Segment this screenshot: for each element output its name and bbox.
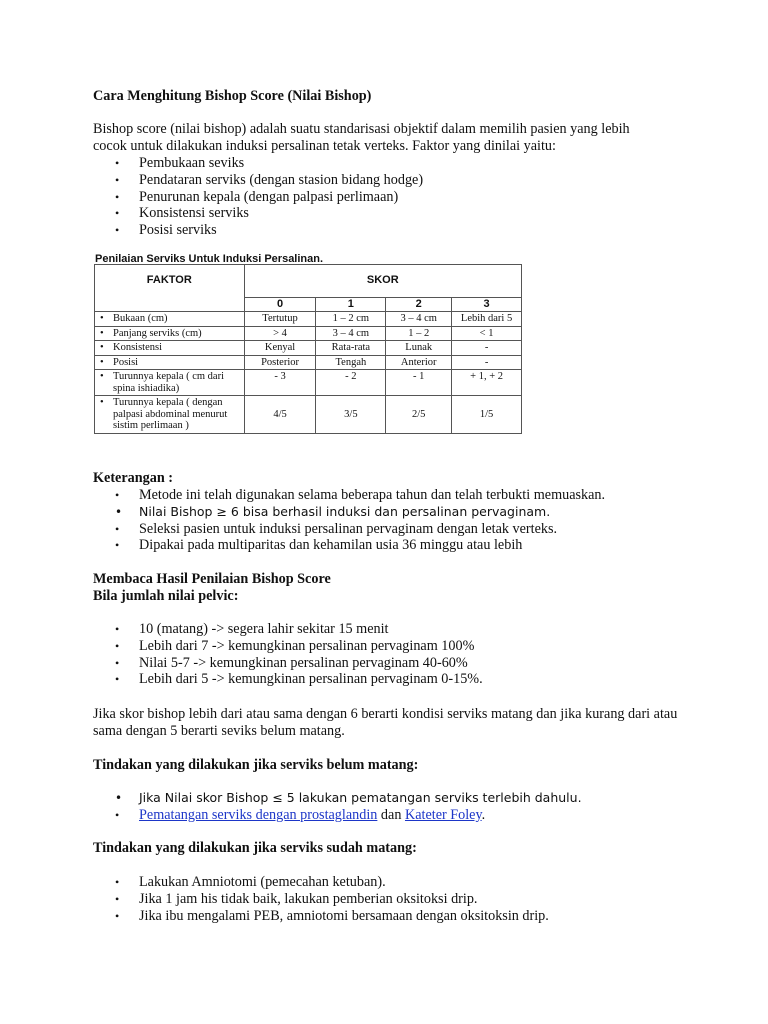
table-cell: Anterior — [386, 355, 452, 370]
belum-matang-list — [93, 790, 582, 824]
factor-cell: Turunnya kepala ( cm dari spina ishiadika) — [113, 371, 224, 394]
list-item: • Posisi serviks — [93, 222, 423, 239]
table-cell: 1/5 — [452, 396, 522, 434]
score-header: 0 — [244, 297, 316, 312]
intro-paragraph: Bishop score (nilai bishop) adalah suatu standarisasi objektif dalam memilih pasien yang lebih cocok untuk dilakukan induksi persalinan tetak verteks. Faktor yang dinilai yaitu: — [93, 121, 630, 154]
list-item: • Konsistensi serviks — [93, 205, 423, 222]
score-header: 1 — [316, 297, 386, 312]
factor-cell: Bukaan (cm) — [113, 313, 168, 324]
table-cell: + 1, + 2 — [452, 370, 522, 396]
table-cell: Lebih dari 5 — [452, 312, 522, 327]
table-cell: 2/5 — [386, 396, 452, 434]
table-cell: 3/5 — [316, 396, 386, 434]
table-cell: 3 – 4 cm — [316, 326, 386, 341]
factor-cell: Posisi — [113, 356, 139, 368]
list-item: • Jika ibu mengalami PEB, amniotomi bersamaan dengan oksitoksin drip. — [93, 908, 549, 925]
score-header: 2 — [386, 297, 452, 312]
skor-header: SKOR — [244, 265, 521, 298]
list-item: • Penurunan kepala (dengan palpasi perlimaan) — [93, 189, 423, 206]
factors-list — [93, 155, 423, 239]
table-cell: 1 – 2 cm — [316, 312, 386, 327]
table-row: • Turunnya kepala ( cm dari spina ishiadika) - 3 - 2 - 1 + 1, + 2 — [95, 370, 522, 396]
factor-cell: Konsistensi — [113, 342, 163, 353]
table-cell: 4/5 — [244, 396, 316, 434]
keterangan-heading: Keterangan : — [93, 470, 173, 486]
table-cell: Tengah — [316, 355, 386, 370]
list-item: • Jika Nilai skor Bishop ≤ 5 lakukan pematangan serviks terlebih dahulu. — [93, 790, 582, 807]
table-cell: - 1 — [386, 370, 452, 396]
belum-matang-heading: Tindakan yang dilakukan jika serviks belum matang: — [93, 757, 419, 773]
membaca-list — [93, 621, 483, 688]
list-item: • Pembukaan seviks — [93, 155, 423, 172]
list-item — [93, 807, 582, 824]
nilai-pelvic-heading: Bila jumlah nilai pelvic: — [93, 588, 239, 604]
list-item: • 10 (matang) -> segera lahir sekitar 15 menit — [93, 621, 483, 638]
table-title: Penilaian Serviks Untuk Induksi Persalinan. — [95, 253, 324, 265]
list-item: • Nilai Bishop ≥ 6 bisa berhasil induksi dan persalinan pervaginam. — [93, 504, 605, 521]
table-cell: Lunak — [386, 341, 452, 356]
table-cell: Tertutup — [244, 312, 316, 327]
faktor-header: FAKTOR — [95, 265, 245, 312]
list-item: • Lebih dari 7 -> kemungkinan persalinan pervaginam 100% — [93, 638, 483, 655]
factor-cell: Turunnya kepala ( dengan palpasi abdominal menurut sistim perlimaan ) — [113, 397, 228, 431]
list-item: • Metode ini telah digunakan selama beberapa tahun dan telah terbukti memuaskan. — [93, 487, 605, 504]
list-item: • Dipakai pada multiparitas dan kehamilan usia 36 minggu atau lebih — [93, 537, 605, 554]
bishop-score-table — [94, 264, 522, 434]
page-title: Cara Menghitung Bishop Score (Nilai Bishop) — [93, 88, 372, 104]
table-cell: - — [452, 355, 522, 370]
keterangan-list — [93, 487, 605, 554]
table-row: • Bukaan (cm) Tertutup 1 – 2 cm 3 – 4 cm Lebih dari 5 — [95, 312, 522, 327]
kateter-foley-link[interactable]: Kateter Foley — [404, 806, 482, 823]
list-item: • Jika 1 jam his tidak baik, lakukan pemberian oksitoksi drip. — [93, 891, 549, 908]
membaca-heading: Membaca Hasil Penilaian Bishop Score — [93, 571, 331, 587]
table-cell: 1 – 2 — [386, 326, 452, 341]
list-item: • Seleksi pasien untuk induksi persalinan pervaginam dengan letak verteks. — [93, 521, 605, 538]
sudah-matang-heading: Tindakan yang dilakukan jika serviks sudah matang: — [93, 840, 417, 856]
conclusion-paragraph: Jika skor bishop lebih dari atau sama dengan 6 berarti kondisi serviks matang dan jika kurang dari atau sama dengan 5 berarti seviks belum matang. — [93, 706, 678, 739]
list-item: • Lakukan Amniotomi (pemecahan ketuban). — [93, 874, 549, 891]
table-cell: 3 – 4 cm — [386, 312, 452, 327]
score-header: 3 — [452, 297, 522, 312]
dan-text: dan — [377, 806, 405, 823]
table-cell: > 4 — [244, 326, 316, 341]
table-cell: - — [452, 341, 522, 356]
table-cell: < 1 — [452, 326, 522, 341]
table-row: • Panjang serviks (cm) > 4 3 – 4 cm 1 – 2 < 1 — [95, 326, 522, 341]
table-cell: Kenyal — [244, 341, 316, 356]
table-cell: Rata-rata — [316, 341, 386, 356]
factor-cell: Panjang serviks (cm) — [113, 327, 202, 339]
table-cell: - 3 — [244, 370, 316, 396]
table-row: • Posisi Posterior Tengah Anterior - — [95, 355, 522, 370]
list-item: • Lebih dari 5 -> kemungkinan persalinan pervaginam 0-15%. — [93, 671, 483, 688]
period-text: . — [481, 806, 486, 823]
list-item: • Pendataran serviks (dengan stasion bidang hodge) — [93, 172, 423, 189]
table-cell: - 2 — [316, 370, 386, 396]
table-cell: Posterior — [244, 355, 316, 370]
sudah-matang-list — [93, 874, 549, 924]
table-row: • Konsistensi Kenyal Rata-rata Lunak - — [95, 341, 522, 356]
list-item: • Nilai 5-7 -> kemungkinan persalinan pervaginam 40-60% — [93, 655, 483, 672]
table-row: • Turunnya kepala ( dengan palpasi abdominal menurut sistim perlimaan ) 4/5 3/5 2/5 1/5 — [95, 396, 522, 434]
prostaglandin-link[interactable]: Pematangan serviks dengan prostaglandin — [139, 806, 378, 823]
